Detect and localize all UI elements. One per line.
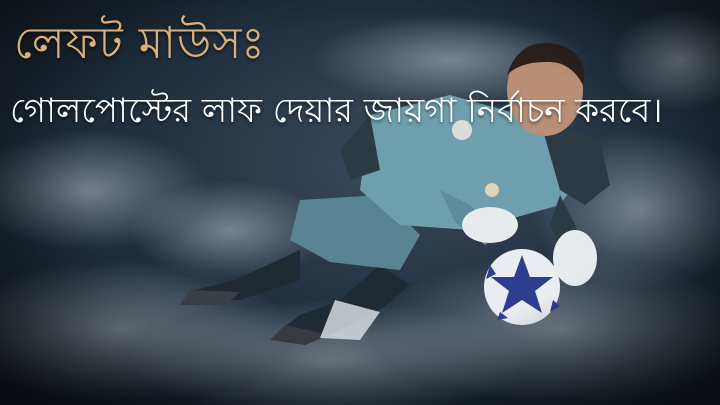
slide-heading: লেফট মাউসঃ (14, 18, 266, 69)
slide-caption: গোলপোস্টের লাফ দেয়ার জায়গা নির্বাচন করবে। (10, 91, 663, 131)
